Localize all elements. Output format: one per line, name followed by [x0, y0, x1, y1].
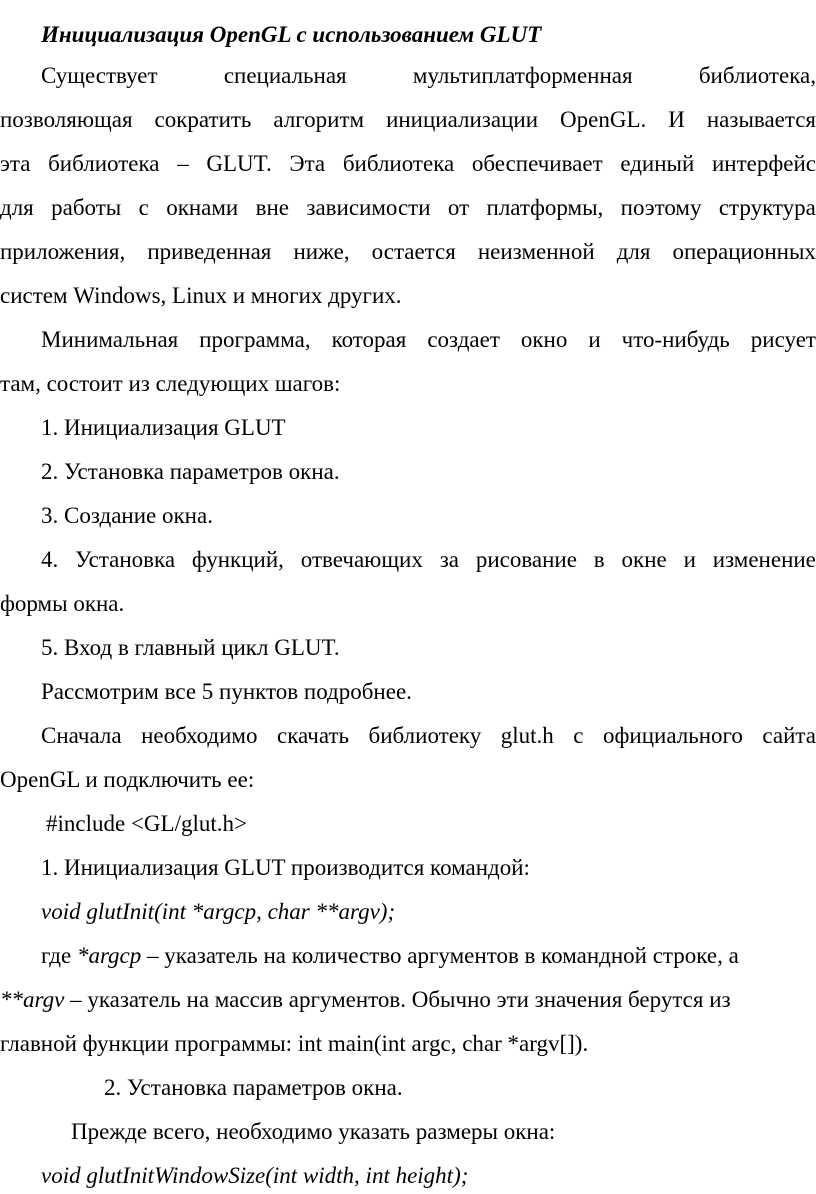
paragraph-6-line-1 — [41, 941, 739, 971]
word: эта — [0, 151, 31, 176]
word: скачать — [276, 723, 350, 748]
paragraph-1-line-5 — [0, 237, 816, 267]
word: окно — [520, 327, 568, 352]
word: изменение — [712, 547, 816, 572]
word: вне — [255, 195, 289, 220]
word: окне — [621, 547, 667, 572]
word: создает — [427, 327, 500, 352]
word: Существует — [41, 63, 158, 88]
word: приложения, — [0, 239, 126, 264]
word: 4. — [41, 547, 59, 572]
include-directive: #include <GL/glut.h> — [46, 811, 247, 836]
step-4-line-2: формы окна. — [0, 591, 125, 616]
word: называется — [706, 107, 816, 132]
word: с — [138, 195, 149, 220]
text-segment: – указатель на массив аргументов. Обычно эти значения берутся из — [64, 987, 731, 1012]
argv-term: **argv — [0, 987, 65, 1012]
word: алгоритм — [273, 107, 365, 132]
word: программа, — [199, 327, 311, 352]
word: и — [588, 327, 601, 352]
word: поэтому — [620, 195, 702, 220]
word: необходимо — [141, 723, 258, 748]
word: остается — [371, 239, 456, 264]
text-segment: – указатель на количество аргументов в командной строке, а — [141, 943, 739, 968]
word: – — [177, 151, 189, 176]
word: для — [616, 239, 651, 264]
paragraph-1-line-6: систем Windows, Linux и многих других. — [0, 283, 402, 308]
word: платформы, — [486, 195, 604, 220]
word: Минимальная — [41, 327, 179, 352]
word: Эта — [289, 151, 326, 176]
word: glut.h — [500, 723, 554, 748]
word: окнами — [166, 195, 239, 220]
paragraph-1-line-1 — [41, 61, 816, 91]
paragraph-4-line-2: OpenGL и подключить ее: — [0, 767, 255, 792]
word: отвечающих — [300, 547, 423, 572]
word: что-нибудь — [621, 327, 730, 352]
word: мультиплатформенная — [412, 63, 633, 88]
word: в — [593, 547, 605, 572]
word: рисует — [750, 327, 816, 352]
word: работы — [51, 195, 122, 220]
word: позволяющая — [0, 107, 133, 132]
word: И — [668, 107, 685, 132]
word: официального — [603, 723, 743, 748]
step-1: 1. Инициализация GLUT — [41, 415, 286, 440]
word: единый — [620, 151, 695, 176]
word: операционных — [672, 239, 816, 264]
word: для — [0, 195, 34, 220]
paragraph-2-line-1 — [41, 325, 816, 355]
word: с — [573, 723, 584, 748]
paragraph-4-line-1 — [41, 721, 816, 751]
word: библиотеку — [368, 723, 482, 748]
paragraph-6-line-3: главной функции программы: int main(int argc, char *argv[]). — [0, 1031, 589, 1056]
word: которая — [331, 327, 407, 352]
word: специальная — [223, 63, 347, 88]
paragraph-5: 1. Инициализация GLUT производится командой: — [41, 855, 530, 880]
paragraph-6-line-2 — [0, 985, 731, 1015]
step-4-line-1 — [41, 545, 816, 575]
word: библиотека — [48, 151, 160, 176]
word: GLUT. — [206, 151, 272, 176]
paragraph-7: 2. Установка параметров окна. — [104, 1075, 403, 1100]
section-title: Инициализация OpenGL с использованием GLUT — [41, 22, 542, 47]
word: приведенная — [147, 239, 272, 264]
code-glutinitwindowsize: void glutInitWindowSize(int width, int height); — [41, 1163, 469, 1188]
word: интерфейс — [711, 151, 816, 176]
word: рисование — [475, 547, 577, 572]
code-glutinit: void glutInit(int *argcp, char **argv); — [41, 899, 396, 924]
word: инициализации — [386, 107, 539, 132]
word: Установка — [75, 547, 176, 572]
paragraph-8: Прежде всего, необходимо указать размеры окна: — [71, 1119, 556, 1144]
word: от — [447, 195, 470, 220]
word: библиотека, — [698, 63, 816, 88]
paragraph-3: Рассмотрим все 5 пунктов подробнее. — [41, 679, 412, 704]
step-3: 3. Создание окна. — [41, 503, 213, 528]
word: и — [683, 547, 696, 572]
argcp-term: *argcp — [76, 943, 142, 968]
paragraph-2-line-2: там, состоит из следующих шагов: — [0, 371, 341, 396]
word: ниже, — [293, 239, 350, 264]
word: сократить — [154, 107, 252, 132]
text-segment: где — [41, 943, 77, 968]
step-5: 5. Вход в главный цикл GLUT. — [41, 635, 340, 660]
word: библиотека — [342, 151, 455, 176]
word: сайта — [762, 723, 816, 748]
word: зависимости — [306, 195, 431, 220]
word: OpenGL. — [560, 107, 647, 132]
paragraph-1-line-2 — [0, 105, 816, 135]
word: функций, — [191, 547, 284, 572]
word: обеспечивает — [471, 151, 603, 176]
paragraph-1-line-4 — [0, 193, 816, 223]
word: неизменной — [477, 239, 595, 264]
word: Сначала — [41, 723, 122, 748]
paragraph-1-line-3 — [0, 149, 816, 179]
step-2: 2. Установка параметров окна. — [41, 459, 340, 484]
word: за — [439, 547, 459, 572]
word: структура — [718, 195, 816, 220]
